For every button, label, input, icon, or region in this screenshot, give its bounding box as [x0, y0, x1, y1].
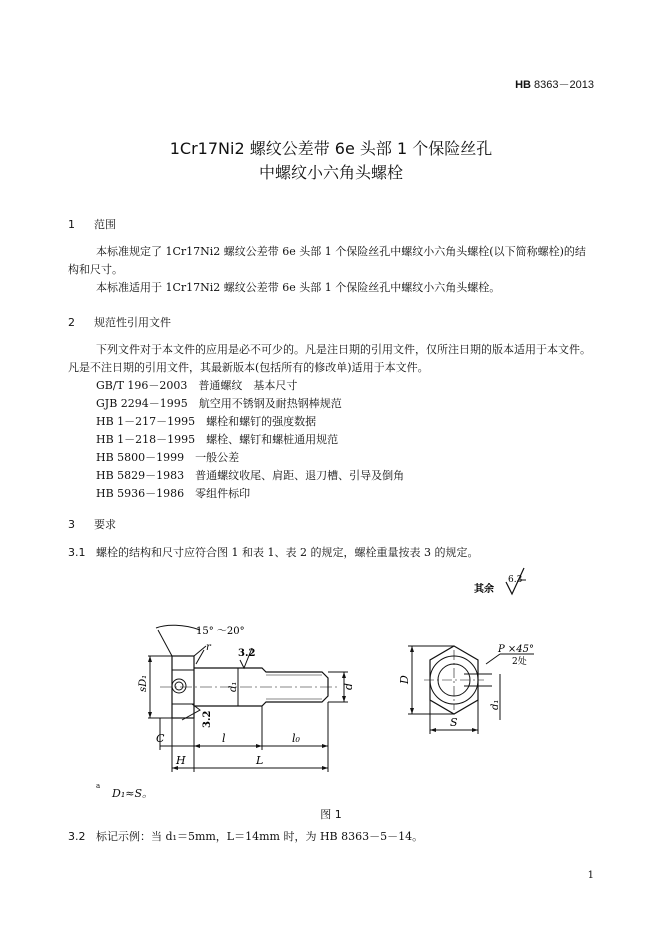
roughness-label: 其余 [474, 584, 494, 595]
L-label: L [256, 754, 264, 767]
title-line-1: 1Cr17Ni2 螺纹公差带 6e 头部 1 个保险丝孔 [169, 139, 493, 158]
standard-code: HB 8363－2013 [515, 79, 594, 91]
title-line-2: 中螺纹小六角头螺栓 [258, 163, 403, 182]
figure-note: D₁≈S。 [112, 787, 153, 800]
figure-caption: 图 1 [320, 808, 342, 821]
two-places-label: 2处 [512, 657, 527, 667]
reference-item: GB/T 196－2003 普通螺纹 基本尺寸 [96, 379, 298, 392]
section-3-heading: 3 要求 [68, 518, 116, 531]
section-1-paragraph-2: 本标准适用于 1Cr17Ni2 螺纹公差带 6e 头部 1 个保险丝孔中螺纹小六角头螺栓。 [96, 281, 501, 294]
section-2-intro: 下列文件对于本文件的应用是必不可少的。凡是注日期的引用文件，仅所注日期的版本适用于本文件。凡是不注日期的引用文件，其最新版本(包括所有的修改单)适用于本文件。 [68, 343, 591, 374]
sD1-label: sD₁ [138, 674, 149, 692]
section-1-heading: 1 范围 [68, 218, 116, 231]
l0-label: l₀ [292, 732, 300, 745]
S-label: S [450, 716, 458, 729]
d-label: d [342, 682, 355, 690]
page-number: 1 [587, 870, 594, 881]
d1-side-label: d₁ [490, 699, 501, 710]
reference-item: GJB 2294－1995 航空用不锈钢及耐热钢棒规范 [96, 397, 342, 410]
l-label: l [222, 732, 226, 745]
C-label: C [156, 732, 165, 745]
reference-item: HB 1－218－1995 螺栓、螺钉和螺桩通用规范 [96, 433, 339, 446]
H-label: H [176, 754, 186, 767]
radius-label: r [206, 642, 211, 653]
section-2-heading: 2 规范性引用文件 [68, 316, 171, 329]
section-1-paragraph-1: 本标准规定了 1Cr17Ni2 螺纹公差带 6e 头部 1 个保险丝孔中螺纹小六角头螺栓(以下简称螺栓)的结构和尺寸。 [68, 245, 586, 276]
roughness-3-2-side: 3.2 [202, 710, 213, 728]
reference-item: HB 5936－1986 零组件标印 [96, 487, 251, 500]
note-mark: a [96, 782, 101, 790]
reference-item: HB 1－217－1995 螺栓和螺钉的强度数据 [96, 415, 317, 428]
figure-1-drawing [0, 560, 662, 810]
angle-label: 15° ～20° [196, 626, 245, 637]
chamfer-label: P ×45° [498, 644, 535, 655]
roughness-value: 6.3 [508, 575, 523, 585]
D-label: D [398, 675, 411, 684]
roughness-3-2-top: 3.2 [238, 648, 256, 659]
d1-label: d₁ [228, 681, 239, 692]
reference-item: HB 5829－1983 普通螺纹收尾、肩距、退刀槽、引导及倒角 [96, 469, 405, 482]
reference-item: HB 5800－1999 一般公差 [96, 451, 240, 464]
clause-3-2: 3.2 标记示例：当 d₁＝5mm，L＝14mm 时，为 HB 8363－5－14。 [68, 830, 424, 843]
clause-3-1: 3.1 螺栓的结构和尺寸应符合图 1 和表 1、表 2 的规定，螺栓重量按表 3 的规定。 [68, 546, 479, 559]
